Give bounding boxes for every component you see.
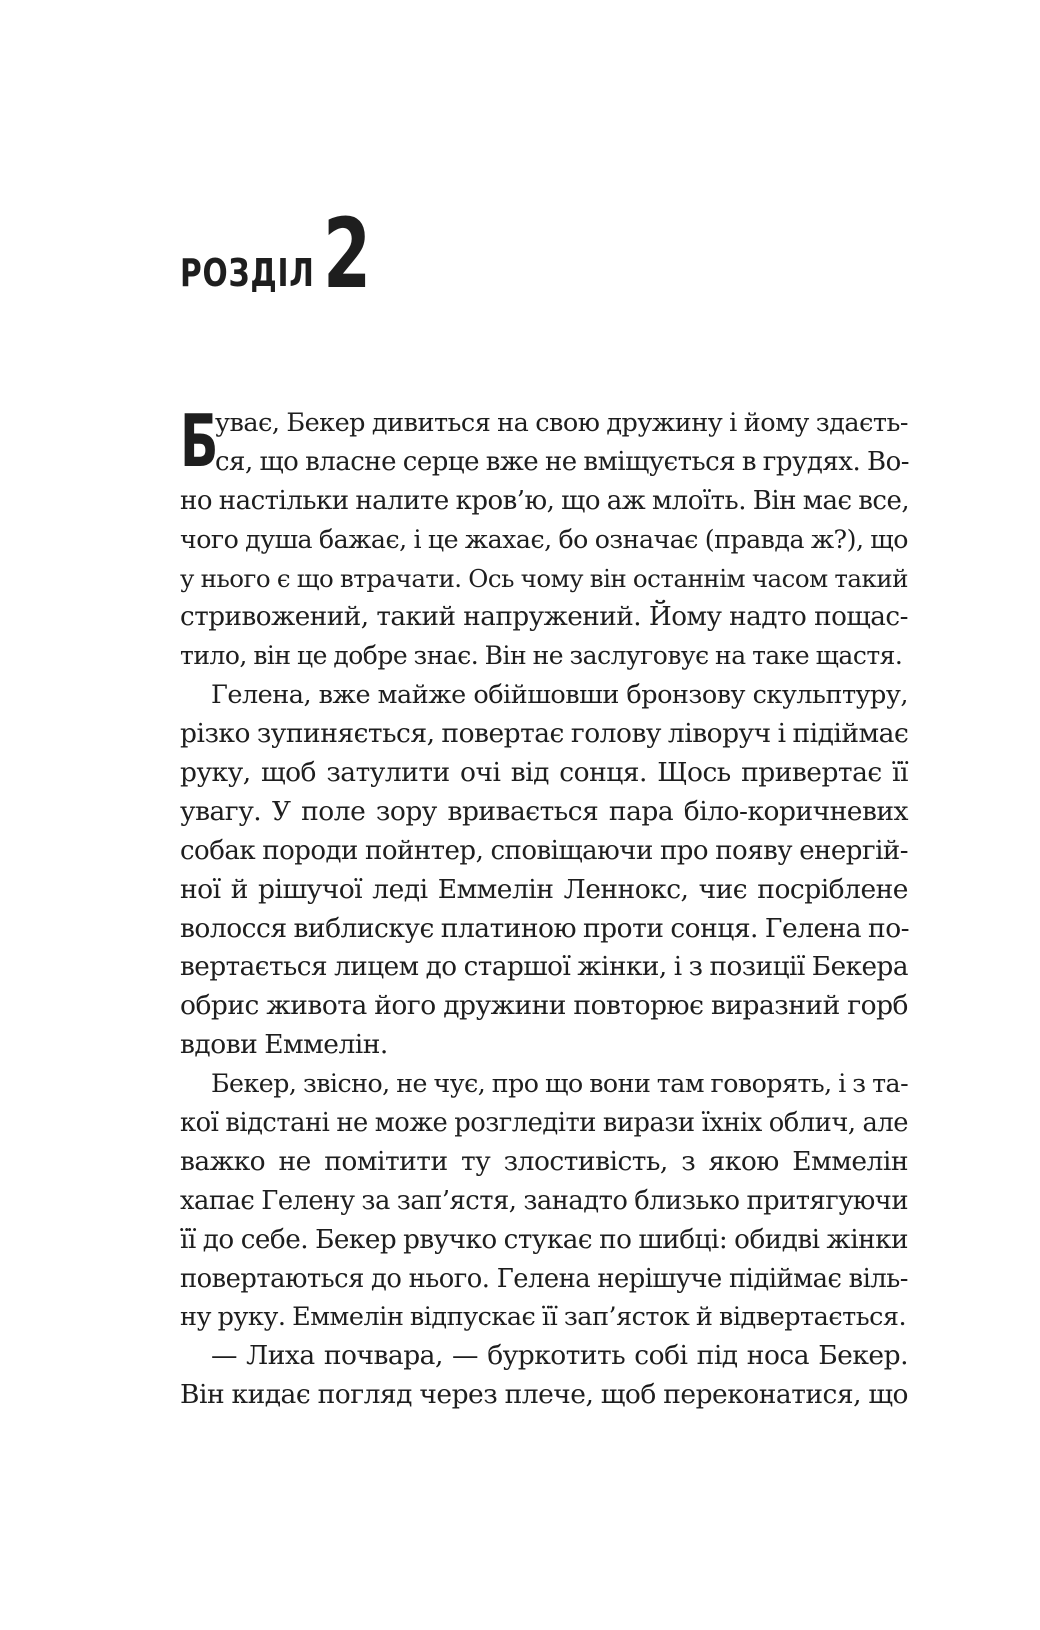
text-line: тило, він це добре знає. Він не заслуговує на таке щастя. [180,641,903,671]
text-line: но настільки налите кров’ю, що аж млоїть. Він має все, [180,485,910,516]
text-line: Бекер, звісно, не чує, про що вони там говорять, і з та- [211,1069,909,1099]
text-line: важко не помітити ту злостивість, з якою Еммелін [180,1145,908,1177]
text-line: руку, щоб затулити очі від сонця. Щось привертає її [180,757,908,789]
text-line: у нього є що втрачати. Ось чому він останнім часом такий [180,563,908,593]
text-line: обрис живота його дружини повторює виразний горб [180,990,908,1022]
text-line: собак породи пойнтер, сповіщаючи про появу енергій- [180,835,908,866]
text-line: чого душа бажає, і це жахає, бо означає (правда ж?), що [180,524,908,554]
text-line: ну руку. Еммелін відпускає її зап’ясток й відвертається. [180,1302,907,1333]
text-line: ної й рішучої леді Еммелін Леннокс, чиє посріблене [180,873,908,905]
chapter-number: 2 [322,198,371,310]
text-line: кої відстані не може розгледіти вирази їхніх облич, але [180,1108,908,1139]
drop-cap: Б [180,399,219,483]
text-line: її до себе. Бекер рвучко стукає по шибці: обидві жінки [180,1224,908,1255]
text-line: повертаються до нього. Гелена нерішуче підіймає віль- [180,1263,908,1294]
text-line: Гелена, вже майже обійшовши бронзову скульптуру, [211,680,908,711]
text-line: — Лиха почвара, — буркотить собі під носа Бекер. [211,1340,908,1372]
text-line: ся, що власне серце вже не вміщується в грудях. Во- [215,446,910,477]
chapter-heading [180,198,390,310]
text-line: хапає Гелену за зап’ястя, занадто близько притягуючи [180,1185,908,1216]
text-line: уває, Бекер дивиться на свою дружину і йому здаєть- [215,408,908,438]
text-line: вдови Еммелін. [180,1029,388,1061]
text-line: волосся виблискує платиною проти сонця. Гелена по- [180,912,910,944]
text-line: стривожений, такий напружений. Йому надто пощас- [180,602,908,633]
body-text [180,399,910,1415]
chapter-word: РОЗДІЛ [180,251,315,295]
text-line: різко зупиняється, повертає голову ліворуч і підіймає [180,718,909,750]
text-line: Він кидає погляд через плече, щоб переконатися, що [180,1379,908,1411]
text-line: увагу. У поле зору вривається пара біло-коричневих [180,795,908,827]
text-line: вертається лицем до старшої жінки, і з позиції Бекера [180,952,908,983]
